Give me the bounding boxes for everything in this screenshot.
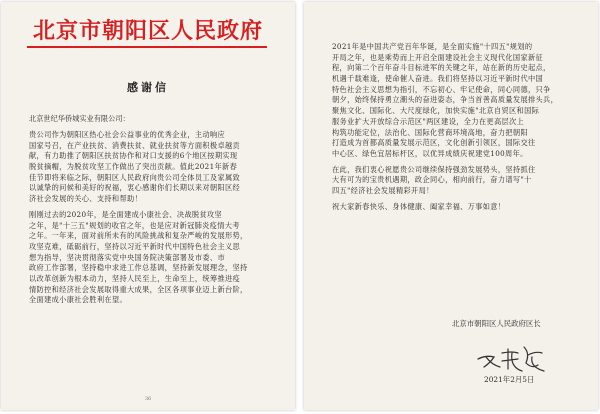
text-line: 之年。一年来，面对前所未有的风险挑战和复杂严峻的发展形势， xyxy=(29,231,248,241)
text-line: 2021年是中国共产党百年华诞，是全面实施"十四五"规划的 xyxy=(332,42,533,51)
right-body-text xyxy=(332,42,572,212)
text-line: 开局之年，也是乘势而上开启全面建设社会主义现代化国家新征 xyxy=(332,52,544,62)
text-line: 中心区、绿色宜居标杆区，以优异成绩庆祝建党100周年。 xyxy=(332,148,528,158)
text-line: 献，有力助推了朝阳区扶贫协作和对口支援的6个地区按期实现 xyxy=(29,151,238,161)
text-line: 想为指导，坚决贯彻落实党中央国务院决策部署及市委、市 xyxy=(29,252,225,262)
left-page xyxy=(1,2,295,410)
text-line: 服务业扩大开放综合示范区"两区建设，全力在更高层次上 xyxy=(332,116,525,126)
text-line: 情防控和经济社会发展取得重大成果，全区各项事业迈上新台阶， xyxy=(29,284,248,294)
left-body-text xyxy=(29,130,269,306)
text-line: 脱贫摘帽，为脱贫攻坚工作做出了突出贡献。值此2021年新春 xyxy=(29,162,238,172)
handwritten-signature xyxy=(472,337,562,377)
right-page xyxy=(304,2,598,410)
letterhead-title: 北京市朝阳区人民政府 xyxy=(32,19,263,44)
text-line: 构筑功能定位，法治化、国际化营商环境高地，奋力把朝阳 xyxy=(332,127,528,137)
text-line: 贵公司作为朝阳区热心社会公益事业的优秀企业，主动响应 xyxy=(29,130,225,139)
text-line: 之年，是"十三五"规划的收官之年，也是应对新冠肺炎疫情大考 xyxy=(29,220,240,230)
text-line: 刚刚过去的2020年，是全面建成小康社会、决战脱贫攻坚 xyxy=(29,209,223,219)
text-line: 国家号召，在产业扶贫、消费扶贫、就业扶贫等方面积极卓越贡 xyxy=(29,140,241,150)
text-line: 程，向第二个百年奋斗目标进军的关键之年，站在新的历史起点， xyxy=(332,63,551,73)
text-line: 聚焦文化、国际化、大尺度绿化，加快实施"北京自贸区和国际 xyxy=(332,106,540,116)
text-line: 政府工作部署，坚持稳中求进工作总基调，坚持新发展理念，坚持 xyxy=(29,263,248,273)
letterhead-rule xyxy=(27,46,267,48)
text-line: 特色社会主义思想为指引，不忘初心、牢记使命，同心同德，只争 xyxy=(332,84,551,94)
text-line: 祝大家新春快乐、身体健康、阖家幸福、万事如意！ xyxy=(332,201,506,211)
signer-title: 北京市朝阳区人民政府区长 xyxy=(452,319,541,328)
text-line: 在此，我们衷心祝愿贵公司继续保持强劲发展势头，坚持抓住 xyxy=(332,164,536,174)
text-line: 济社会发展的关心、支持和帮助！ xyxy=(29,194,143,204)
text-line: 打造成为首都高质量发展示范区，文化创新引领区，国际交往 xyxy=(332,138,536,148)
letter-date: 2021年2月5日 xyxy=(484,375,535,384)
text-line: 攻坚克难，砥砺前行，坚持以习近平新时代中国特色社会主义思 xyxy=(29,241,241,251)
letter-title: 感谢信 xyxy=(127,81,169,94)
text-line: 全面建成小康社会胜利在望。 xyxy=(29,295,127,305)
text-line: 机遇千载难逢，使命催人奋进。我们将坚持以习近平新时代中国 xyxy=(332,74,544,84)
text-line: 以诚挚的问候和美好的祝福，衷心感谢你们长期以来对朝阳区经 xyxy=(29,183,241,193)
salutation: 北京世纪华侨城实业有限公司： xyxy=(29,114,130,123)
page-number: 36 xyxy=(144,396,152,402)
text-line: 朝夕，始终保持勇立潮头的奋进姿态，争当首善高质量发展排头兵， xyxy=(332,95,559,105)
text-line: 佳节即将来临之际，朝阳区人民政府向贵公司全体员工及家属致 xyxy=(29,172,241,182)
text-line: 四五"经济社会发展精彩开局！ xyxy=(332,185,434,195)
text-line: 以改革创新为根本动力，坚持人民至上，生命至上，统筹推进疫 xyxy=(29,273,241,283)
text-line: 大有可为的宝贵机遇期，政企同心，相向前行，奋力谱写"十 xyxy=(332,175,532,185)
